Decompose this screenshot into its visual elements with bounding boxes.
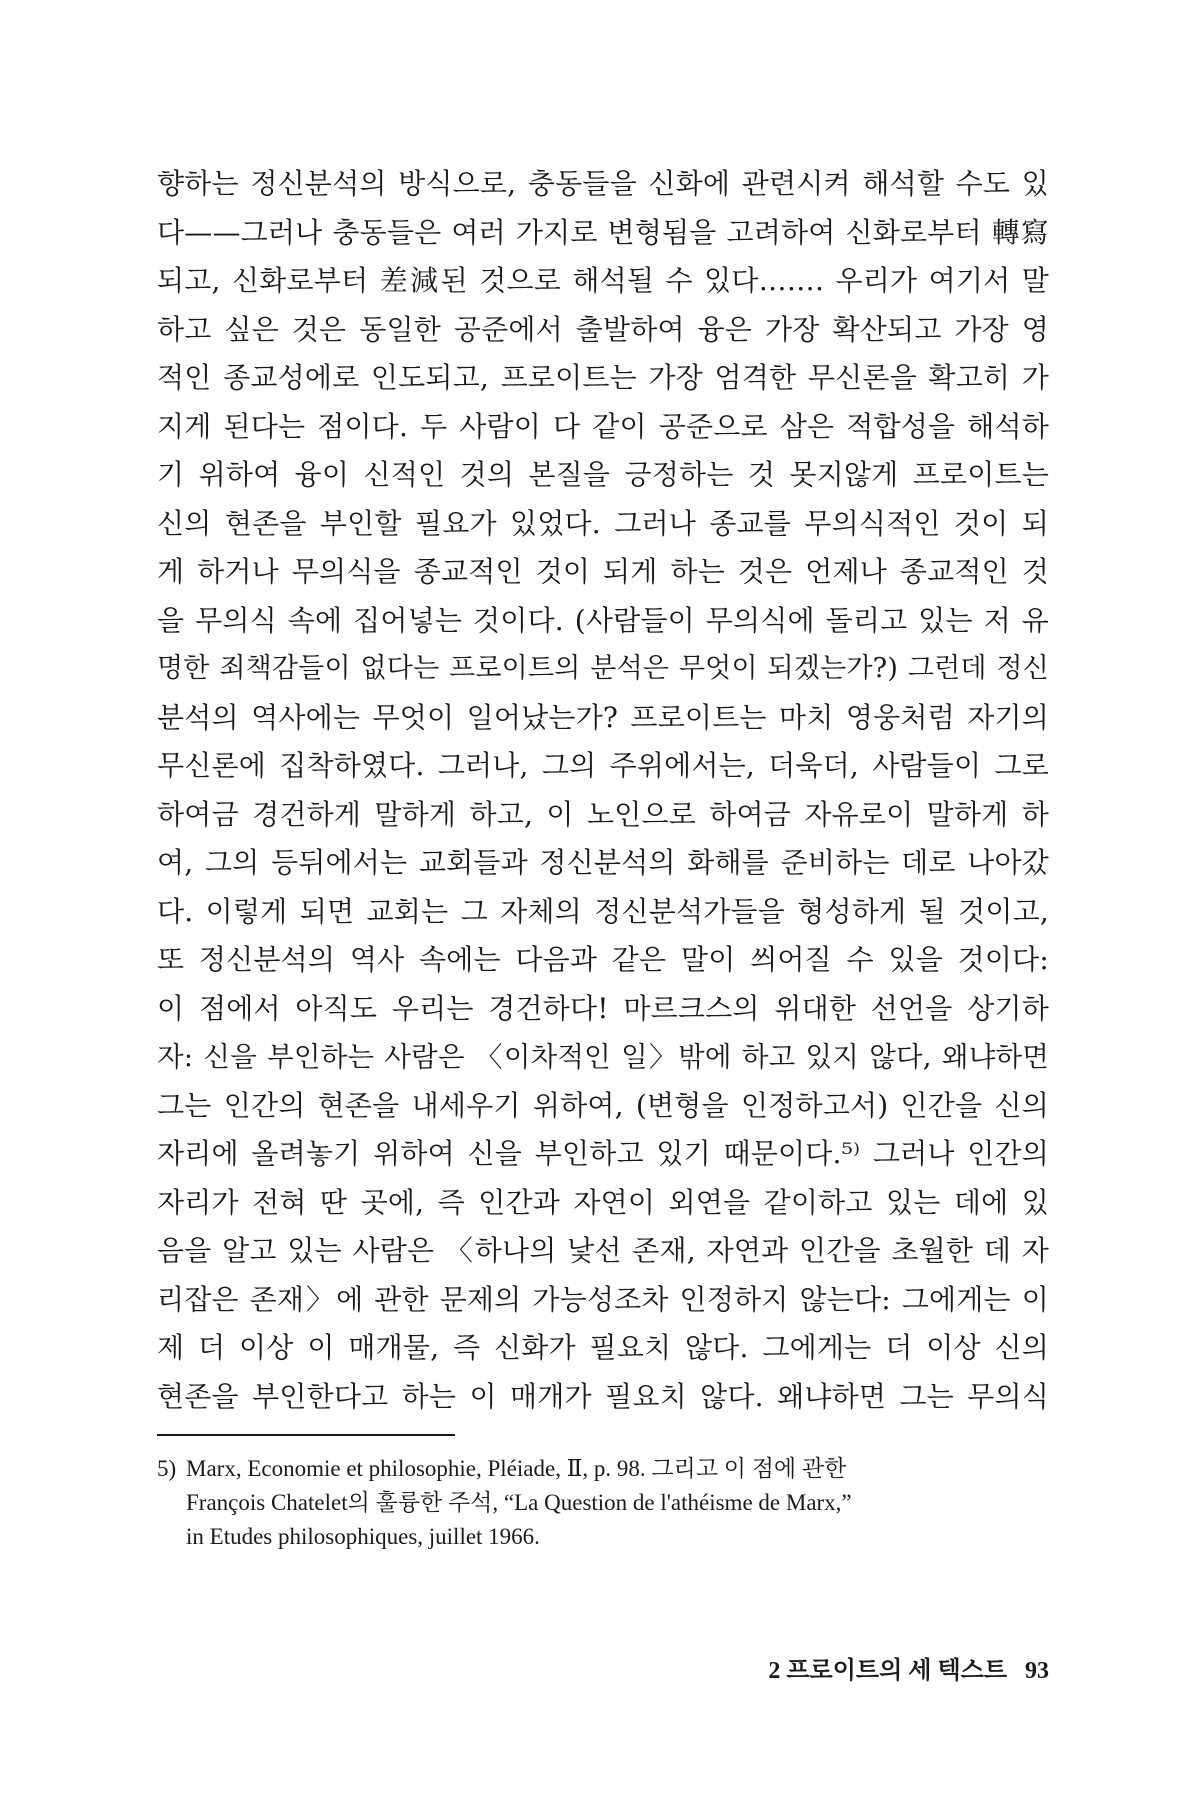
body-line: 되고, 신화로부터 差減된 것으로 해석될 수 있다……. 우리가 여기서 말 [157, 264, 1049, 297]
body-line: 리잡은 존재〉에 관한 문제의 가능성조차 인정하지 않는다: 그에게는 이 [157, 1282, 1049, 1316]
body-line: 자리가 전혀 딴 곳에, 즉 인간과 자연이 외연을 같이하고 있는 데에 있 [157, 1185, 1049, 1219]
body-line: 게 하거나 무의식을 종교적인 것이 되게 하는 것은 언제나 종교적인 것 [157, 555, 1049, 588]
page-footer [768, 1650, 1049, 1685]
footnote-number: 5) [157, 1456, 177, 1481]
footnote-line: François Chatelet의 훌륭한 주석, “La Question de l'athéisme de Marx,” [186, 1490, 852, 1515]
body-line: 을 무의식 속에 집어넣는 것이다. (사람들이 무의식에 돌리고 있는 저 유 [157, 603, 1049, 637]
body-text [157, 160, 1049, 1421]
body-line: 또 정신분석의 역사 속에는 다음과 같은 말이 씌어질 수 있을 것이다: [157, 943, 1049, 976]
body-line: 하여금 경건하게 말하게 하고, 이 노인으로 하여금 자유로이 말하게 하 [157, 797, 1049, 831]
running-title: 2 프로이트의 세 텍스트 [768, 1658, 1007, 1684]
body-line: 무신론에 집착하였다. 그러나, 그의 주위에서는, 더욱더, 사람들이 그로 [157, 749, 1049, 782]
body-line: 자: 신을 부인하는 사람은 〈이차적인 일〉밖에 하고 있지 않다, 왜냐하면 [157, 1041, 1049, 1073]
body-line: 제 더 이상 이 매개물, 즉 신화가 필요치 않다. 그에게는 더 이상 신의 [157, 1331, 1049, 1364]
body-line: 지게 된다는 점이다. 두 사람이 다 같이 공준으로 삼은 적합성을 해석하 [157, 409, 1049, 443]
body-line: 여, 그의 등뒤에서는 교회들과 정신분석의 화해를 준비하는 데로 나아갔 [157, 846, 1049, 879]
body-line: 음을 알고 있는 사람은 〈하나의 낯선 존재, 자연과 인간을 초월한 데 자 [157, 1234, 1049, 1267]
footnote-divider [157, 1434, 455, 1436]
footnote-line: in Etudes philosophiques, juillet 1966. [186, 1524, 540, 1549]
body-line: 적인 종교성에로 인도되고, 프로이트는 가장 엄격한 무신론을 확고히 가 [157, 361, 1049, 394]
body-line: 이 점에서 아직도 우리는 경건하다! 마르크스의 위대한 선언을 상기하 [157, 991, 1049, 1025]
footnote-line [157, 1452, 1057, 1486]
body-line: 향하는 정신분석의 방식으로, 충동들을 신화에 관련시켜 해석할 수도 있 [157, 167, 1049, 200]
body-line: 신의 현존을 부인할 필요가 있었다. 그러나 종교를 무의식적인 것이 되 [157, 506, 1049, 540]
body-line: 다——그러나 충동들은 여러 가지로 변형됨을 고려하여 신화로부터 轉寫 [157, 215, 1049, 249]
body-line: 그는 인간의 현존을 내세우기 위하여, (변형을 인정하고서) 인간을 신의 [157, 1088, 1049, 1122]
body-line: 자리에 올려놓기 위하여 신을 부인하고 있기 때문이다.⁵⁾ 그러나 인간의 [157, 1137, 1049, 1170]
body-line: 현존을 부인한다고 하는 이 매개가 필요치 않다. 왜냐하면 그는 무의식 [157, 1379, 1049, 1413]
footnote [157, 1452, 1057, 1554]
body-line: 기 위하여 융이 신적인 것의 본질을 긍정하는 것 못지않게 프로이트는 [157, 458, 1049, 491]
body-line: 명한 죄책감들이 없다는 프로이트의 분석은 무엇이 되겠는가?) 그런데 정신 [157, 653, 1049, 684]
footnote-text: Marx, Economie et philosophie, Pléiade, Ⅱ, p. 98. 그리고 이 점에 관한 [186, 1456, 847, 1481]
page-number: 93 [1025, 1658, 1049, 1684]
body-line: 분석의 역사에는 무엇이 일어났는가? 프로이트는 마치 영웅처럼 자기의 [157, 700, 1049, 734]
body-line: 하고 싶은 것은 동일한 공준에서 출발하여 융은 가장 확산되고 가장 영 [157, 312, 1049, 346]
body-line: 다. 이렇게 되면 교회는 그 자체의 정신분석가들을 형성하게 될 것이고, [157, 894, 1049, 928]
